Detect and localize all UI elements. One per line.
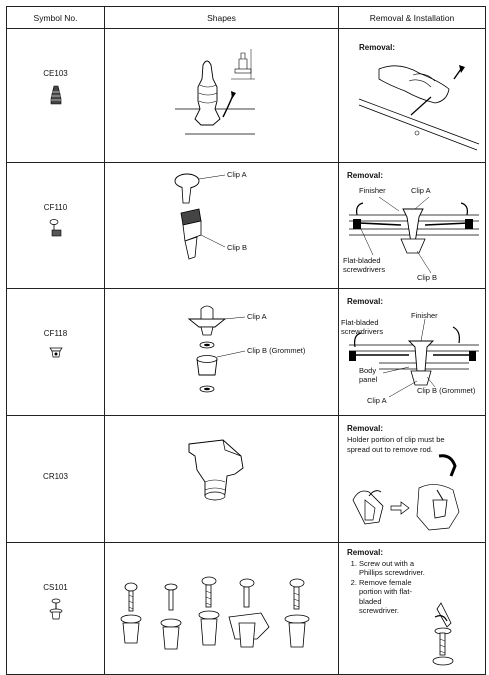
label-clip-b-grommet: Clip B (Grommet)	[417, 386, 476, 395]
cr103-removal-illustration	[339, 416, 486, 542]
ce103-removal-illustration	[339, 29, 486, 162]
label-clip-a: Clip A	[227, 170, 247, 179]
shape-cell	[105, 163, 339, 289]
table-row	[7, 29, 486, 163]
ce103-symbol-icon	[50, 84, 62, 106]
table-row	[7, 543, 486, 675]
label-finisher: Finisher	[359, 186, 386, 195]
label-clip-a: Clip A	[247, 312, 267, 321]
label-flat-bladed: Flat-bladed	[343, 256, 381, 265]
removal-cell	[339, 416, 486, 543]
symbol-number: CE103	[43, 69, 68, 78]
cf110-removal-illustration	[339, 163, 486, 288]
table-row	[7, 163, 486, 289]
cs101-shape-illustration	[105, 543, 339, 674]
symbol-cell	[7, 543, 105, 675]
removal-heading: Removal:	[347, 548, 384, 557]
removal-heading: Removal:	[347, 424, 384, 433]
symbol-cell	[7, 29, 105, 163]
header-shapes: Shapes	[105, 7, 339, 29]
table-row	[7, 416, 486, 543]
symbol-cell	[7, 416, 105, 543]
shape-cell	[105, 29, 339, 163]
removal-step-1: 1. Screw out with a Phillips screwdriver.	[359, 559, 439, 578]
header-removal: Removal & Installation	[339, 7, 486, 29]
cf118-symbol-icon	[48, 344, 64, 360]
table-row	[7, 289, 486, 416]
cs101-removal-illustration	[339, 543, 486, 674]
symbol-number: CF118	[43, 329, 68, 338]
removal-note-line-1: Holder portion of clip must be	[347, 435, 445, 444]
label-screwdrivers: screwdrivers	[341, 327, 384, 336]
symbol-cell	[7, 163, 105, 289]
header-row	[7, 7, 486, 29]
removal-step-2: 2. Remove female portion with flat-bladed screwdriver.	[359, 578, 421, 616]
label-clip-a: Clip A	[367, 396, 387, 405]
label-clip-a: Clip A	[411, 186, 431, 195]
shape-cell	[105, 416, 339, 543]
label-body: Body	[359, 366, 377, 375]
label-clip-b: Clip B	[417, 273, 438, 282]
symbol-number: CS101	[43, 583, 68, 592]
ce103-shape-illustration	[105, 29, 339, 162]
symbol-cell	[7, 289, 105, 416]
label-clip-b: Clip B	[227, 243, 248, 252]
label-flat-bladed: Flat-bladed	[341, 318, 379, 327]
label-finisher: Finisher	[411, 311, 438, 320]
shape-cell	[105, 543, 339, 675]
symbol-number: CF110	[43, 203, 68, 212]
removal-heading: Removal:	[359, 43, 396, 52]
cf118-removal-illustration	[339, 289, 486, 415]
removal-cell	[339, 163, 486, 289]
removal-note-line-2: spread out to remove rod.	[347, 445, 433, 454]
header-symbol: Symbol No.	[7, 7, 105, 29]
label-screwdrivers: screwdrivers	[343, 265, 386, 274]
symbol-number: CR103	[43, 472, 68, 481]
label-panel: panel	[359, 375, 378, 384]
clip-table	[6, 6, 486, 675]
cr103-shape-illustration	[105, 416, 339, 542]
removal-cell	[339, 543, 486, 675]
removal-cell	[339, 289, 486, 416]
cf110-shape-illustration	[105, 163, 339, 288]
cs101-symbol-icon	[49, 598, 63, 622]
shape-cell	[105, 289, 339, 416]
label-clip-b-grommet: Clip B (Grommet)	[247, 346, 306, 355]
removal-cell	[339, 29, 486, 163]
cf110-symbol-icon	[48, 218, 64, 238]
removal-heading: Removal:	[347, 171, 384, 180]
removal-heading: Removal:	[347, 297, 384, 306]
